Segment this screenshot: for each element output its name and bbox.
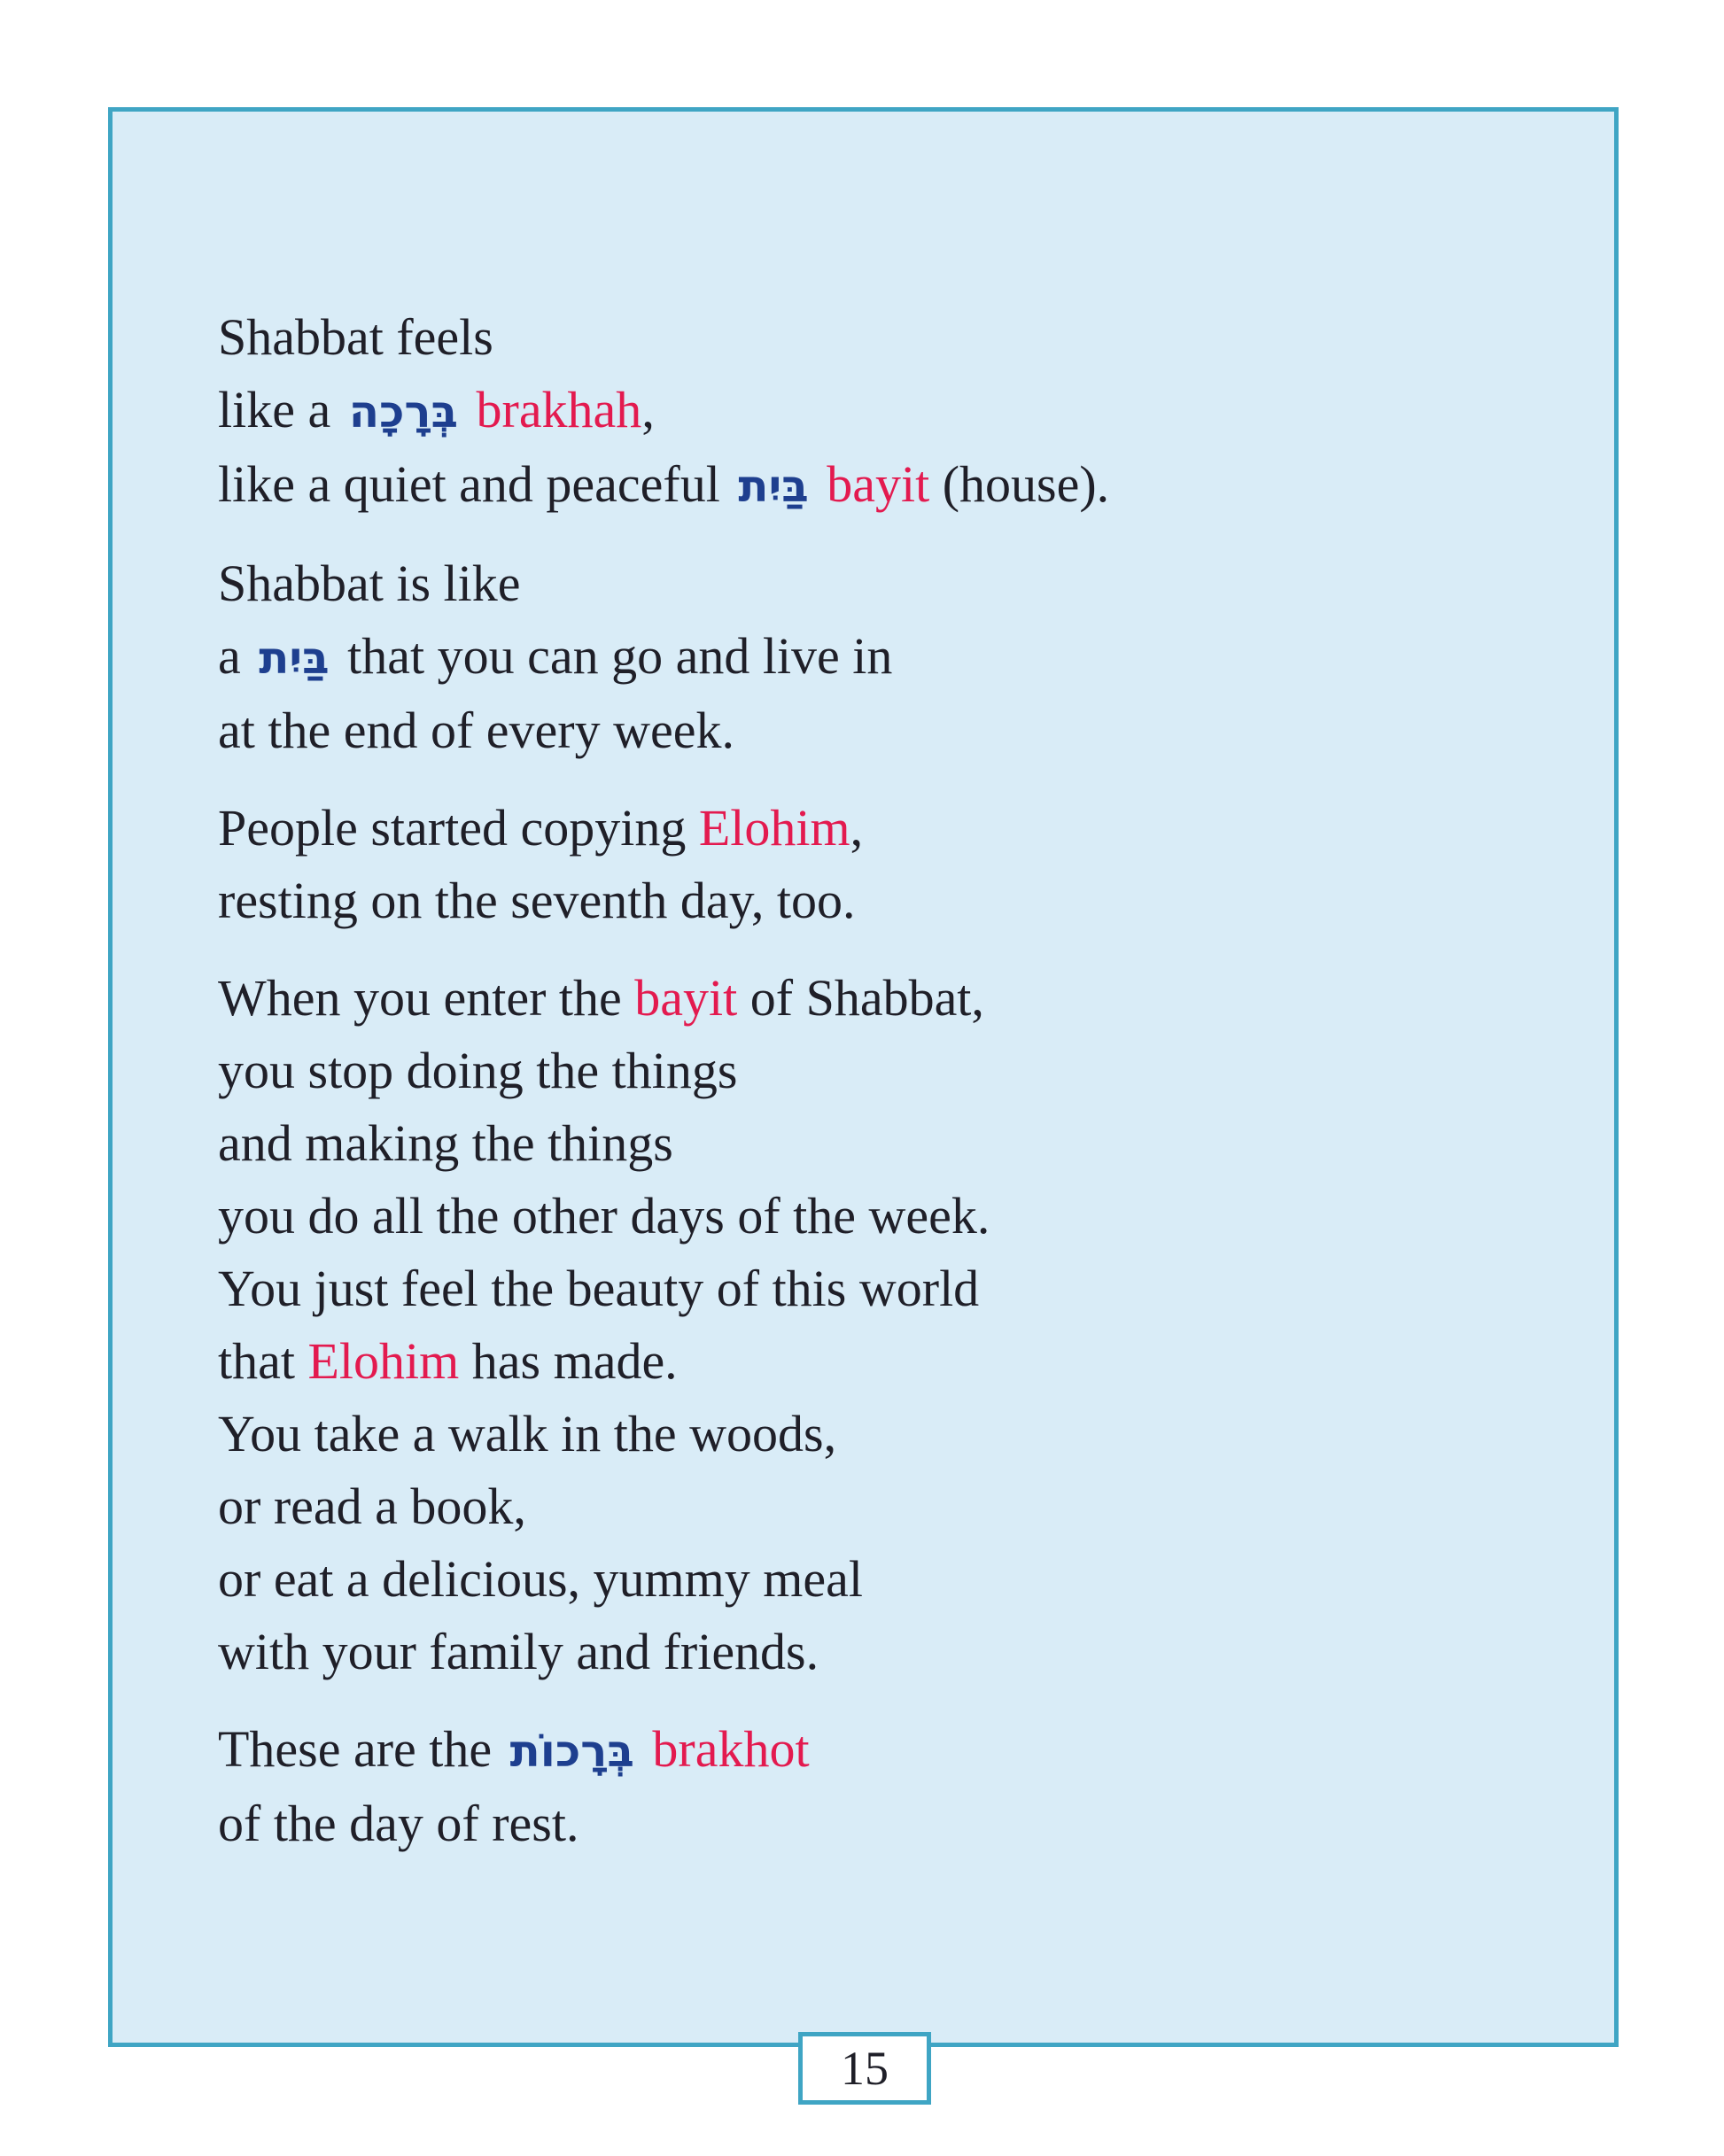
text-segment [640,1720,653,1778]
text-line [218,301,1503,374]
text-line [218,1325,1503,1398]
text-segment: a [218,627,254,685]
hebrew-word: בַּיִת [259,632,330,684]
text-segment: of the day of rest. [218,1795,579,1852]
text-line [218,1543,1503,1616]
hebrew-word: בַּיִת [738,461,809,512]
text-line [218,547,1503,620]
text-segment: or read a book, [218,1477,526,1535]
paragraph [218,792,1503,937]
text-segment [463,381,477,438]
transliteration-word: Elohim [307,1332,460,1390]
text-line [218,1035,1503,1107]
text-line [218,1713,1503,1788]
text-line [218,1180,1503,1252]
transliteration-word: brakhot [652,1720,810,1778]
text-line [218,374,1503,448]
page-panel [108,107,1619,2047]
text-segment: like a quiet and peaceful [218,455,734,513]
text-segment: you do all the other days of the week. [218,1187,990,1245]
text-segment: that [218,1332,308,1390]
text-segment: Shabbat feels [218,308,493,366]
text-segment: resting on the seventh day, too. [218,872,856,929]
text-segment: has made. [459,1332,678,1390]
text-segment: (house). [929,455,1110,513]
text-line [218,865,1503,937]
text-segment: and making the things [218,1114,673,1172]
text-line [218,1616,1503,1688]
text-line [218,792,1503,865]
paragraph [218,547,1503,767]
text-line [218,1788,1503,1860]
text-segment: with your family and friends. [218,1623,819,1680]
text-segment: or eat a delicious, yummy meal [218,1550,864,1608]
text-segment: of Shabbat, [737,969,984,1027]
transliteration-word: brakhah [476,381,642,438]
text-line [218,1252,1503,1325]
text-segment: Shabbat is like [218,555,521,612]
text-line [218,1470,1503,1543]
text-segment: When you enter the [218,969,635,1027]
transliteration-word: Elohim [698,799,850,857]
text-line [218,694,1503,767]
text-segment: you stop doing the things [218,1042,738,1099]
text-segment: like a [218,381,344,438]
text-block [218,301,1503,1860]
text-segment: You just feel the beauty of this world [218,1260,980,1317]
text-segment: , [641,381,655,438]
hebrew-word: בְּרָכוֹת [509,1726,634,1777]
text-segment: that you can go and live in [334,627,893,685]
text-segment: , [850,799,864,857]
page-number-box [798,2032,931,2105]
text-segment [814,455,827,513]
page-number: 15 [841,2042,889,2095]
text-line [218,1398,1503,1470]
text-line [218,1107,1503,1180]
text-line [218,962,1503,1035]
text-segment: You take a walk in the woods, [218,1405,837,1462]
text-segment: These are the [218,1720,505,1778]
text-segment: People started copying [218,799,699,857]
text-segment: at the end of every week. [218,702,734,759]
transliteration-word: bayit [827,455,930,513]
transliteration-word: bayit [634,969,738,1027]
text-line [218,448,1503,523]
paragraph [218,1713,1503,1860]
paragraph [218,962,1503,1688]
text-line [218,620,1503,694]
hebrew-word: בְּרָכָה [348,386,458,438]
paragraph [218,301,1503,523]
